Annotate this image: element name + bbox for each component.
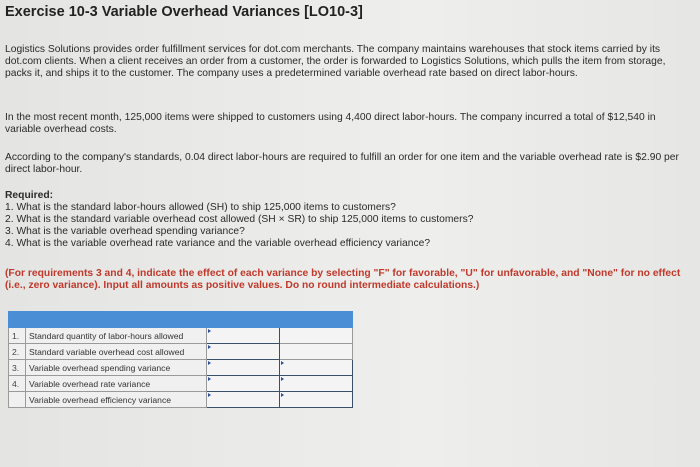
amount-input[interactable]: [207, 392, 280, 408]
requirement-1: 1. What is the standard labor-hours allowed (SH) to ship 125,000 items to customers?: [5, 202, 396, 213]
intro-paragraph: Logistics Solutions provides order fulfillment services for dot.com merchants. The company maintains warehouses that stock items carried by its dot.com clients. When a client receives an order from a customer, the order is forwarded to Logistics Solutions, which pulls the item from storage, packs it, and ships it to the customer. The company uses a predetermined variable overhead rate based on direct labor-hours.: [5, 44, 666, 79]
row-label: Standard quantity of labor-hours allowed: [26, 328, 207, 344]
row-number: 4.: [9, 376, 26, 392]
table-row: [9, 376, 353, 392]
row-number: 3.: [9, 360, 26, 376]
row-label: Variable overhead spending variance: [26, 360, 207, 376]
requirement-4: 4. What is the variable overhead rate variance and the variable overhead efficiency variance?: [5, 238, 431, 249]
table-header: [9, 312, 353, 328]
table-row: [9, 328, 353, 344]
standards-paragraph: According to the company's standards, 0.04 direct labor-hours are required to fulfill an order for one item and the variable overhead rate is $2.90 per direct labor-hour.: [5, 152, 679, 175]
amount-input[interactable]: [207, 360, 280, 376]
requirements: [5, 190, 690, 250]
table-row: [9, 344, 353, 360]
row-number: [9, 392, 26, 408]
page-title: Exercise 10-3 Variable Overhead Variances [LO10-3]: [5, 4, 363, 20]
effect-select[interactable]: [280, 376, 353, 392]
instruction-note: (For requirements 3 and 4, indicate the effect of each variance by selecting "F" for favorable, "U" for unfavorable, and "None" for no effect (i.e., zero variance). Input all amounts as positive values. Do no round intermediate calculations.): [5, 268, 681, 291]
requirement-3: 3. What is the variable overhead spending variance?: [5, 226, 245, 237]
answer-table: [8, 311, 353, 408]
required-label: Required:: [5, 190, 54, 201]
amount-input[interactable]: [207, 344, 280, 360]
row-label: Variable overhead efficiency variance: [26, 392, 207, 408]
effect-select[interactable]: [280, 360, 353, 376]
empty-cell: [280, 328, 353, 344]
row-label: Standard variable overhead cost allowed: [26, 344, 207, 360]
amount-input[interactable]: [207, 328, 280, 344]
row-label: Variable overhead rate variance: [26, 376, 207, 392]
empty-cell: [280, 344, 353, 360]
row-number: 2.: [9, 344, 26, 360]
requirement-2: 2. What is the standard variable overhead cost allowed (SH × SR) to ship 125,000 items to customers?: [5, 214, 474, 225]
table-row: [9, 360, 353, 376]
effect-select[interactable]: [280, 392, 353, 408]
month-paragraph: In the most recent month, 125,000 items were shipped to customers using 4,400 direct labor-hours. The company incurred a total of $12,540 in variable overhead costs.: [5, 112, 656, 135]
table-row: [9, 392, 353, 408]
amount-input[interactable]: [207, 376, 280, 392]
row-number: 1.: [9, 328, 26, 344]
